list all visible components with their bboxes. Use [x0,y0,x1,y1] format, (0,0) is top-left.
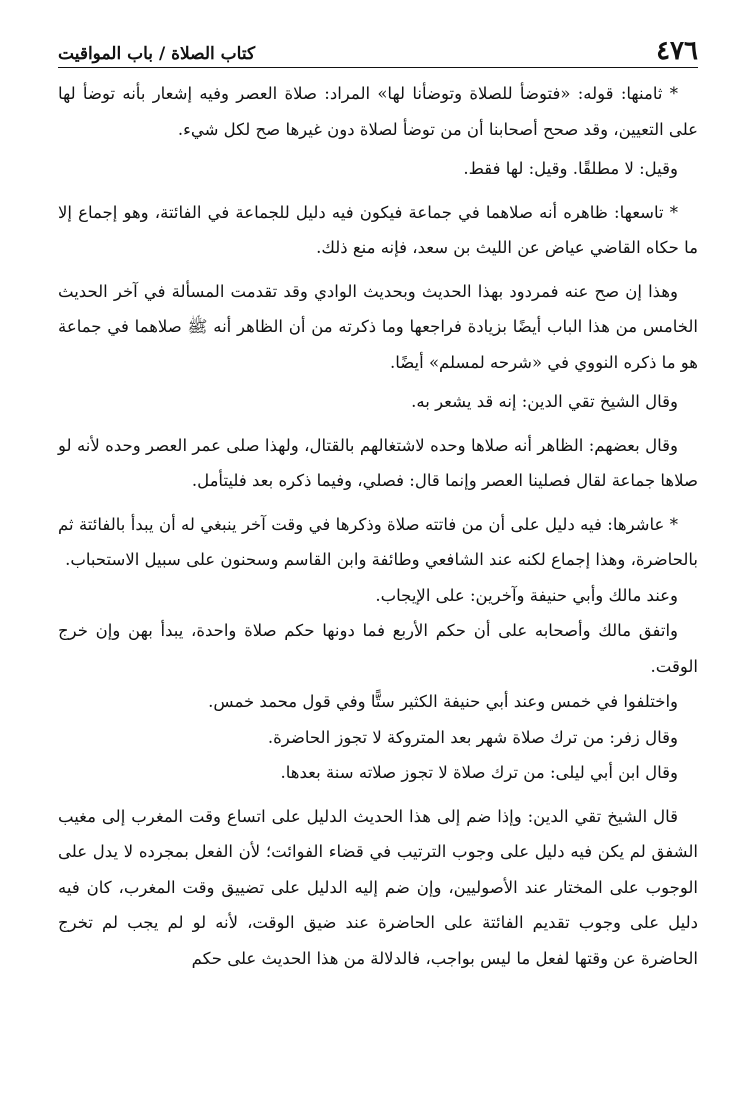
paragraph: وقال زفر: من ترك صلاة شهر بعد المتروكة لا تجوز الحاضرة. [267,727,678,747]
paragraph-ninth-point: * تاسعها: ظاهره أنه صلاهما في جماعة فيكون فيه دليل للجماعة في الفائتة، وهو إجماع إلا ما حكاه القاضي عياض عن الليث بن سعد، فإنه منع ذلك. [58,202,698,257]
paragraph: وقيل: لا مطلقًا. وقيل: لها فقط. [463,159,678,178]
page-number: ٤٧٦ [656,36,698,66]
page-header [58,28,698,72]
page-body [58,76,698,976]
paragraph: وقال الشيخ تقي الدين: إنه قد يشعر به. [411,392,678,411]
paragraph: واختلفوا في خمس وعند أبي حنيفة الكثير ستًّا وفي قول محمد خمس. [208,692,678,711]
header-rule [58,67,698,68]
book-page [58,28,698,1098]
paragraph: واتفق مالك وأصحابه على أن حكم الأربع فما دونها حكم صلاة واحدة، يبدأ بهن وإن خرج الوقت. [58,621,698,676]
paragraph-tenth-point: * عاشرها: فيه دليل على أن من فاتته صلاة وذكرها في وقت آخر ينبغي له أن يبدأ بالفائتة ثم بالحاضرة، وهذا إجماع لكنه عند الشافعي وطائفة وابن القاسم وسحنون على سبيل الاستحباب. [58,514,698,569]
paragraph: قال الشيخ تقي الدين: وإذا ضم إلى هذا الحديث الدليل على اتساع وقت المغرب إلى مغيب الشفق لم يكن فيه دليل على وجوب الترتيب في قضاء الفوائت؛ لأن الفعل بمجرده لا يدل على الوجوب على المختار عند الأصوليين، وإن ضم إليه الدليل على تضييق وقت المغرب، كان فيه دليل على وجوب تقديم الفائتة على الحاضرة عند ضيق الوقت، لأنه لو لم يجب لم تخرج الحاضرة عن وقتها لفعل ما ليس بواجب، فالدلالة من هذا الحديث على حكم [58,806,698,968]
paragraph-eighth-point: * ثامنها: قوله: «فتوضأ للصلاة وتوضأنا لها» المراد: صلاة العصر وفيه إشعار بأنه توضأ لها على التعيين، وقد صحح أصحابنا أن من توضأ لصلاة دون غيرها صح لكل شيء. [58,84,698,139]
paragraph: وقال ابن أبي ليلى: من ترك صلاة لا تجوز صلاته سنة بعدها. [280,763,678,782]
paragraph: وقال بعضهم: الظاهر أنه صلاها وحده لاشتغالهم بالقتال، ولهذا صلى عمر العصر وحده لأنه لو صلاها جماعة لقال فصلينا العصر وإنما قال: فصلي، وفيما ذكره بعد فليتأمل. [58,435,698,490]
running-title: كتاب الصلاة / باب المواقيت [58,44,256,64]
paragraph: وعند مالك وأبي حنيفة وآخرين: على الإيجاب. [375,585,678,605]
paragraph: وهذا إن صح عنه فمردود بهذا الحديث وبحديث الوادي وقد تقدمت المسألة في آخر الحديث الخامس من هذا الباب أيضًا بزيادة فراجعها وما ذكرته من أن الظاهر أنه ﷺ صلاهما في جماعة هو ما ذكره النووي في «شرحه لمسلم» أيضًا. [58,281,698,372]
